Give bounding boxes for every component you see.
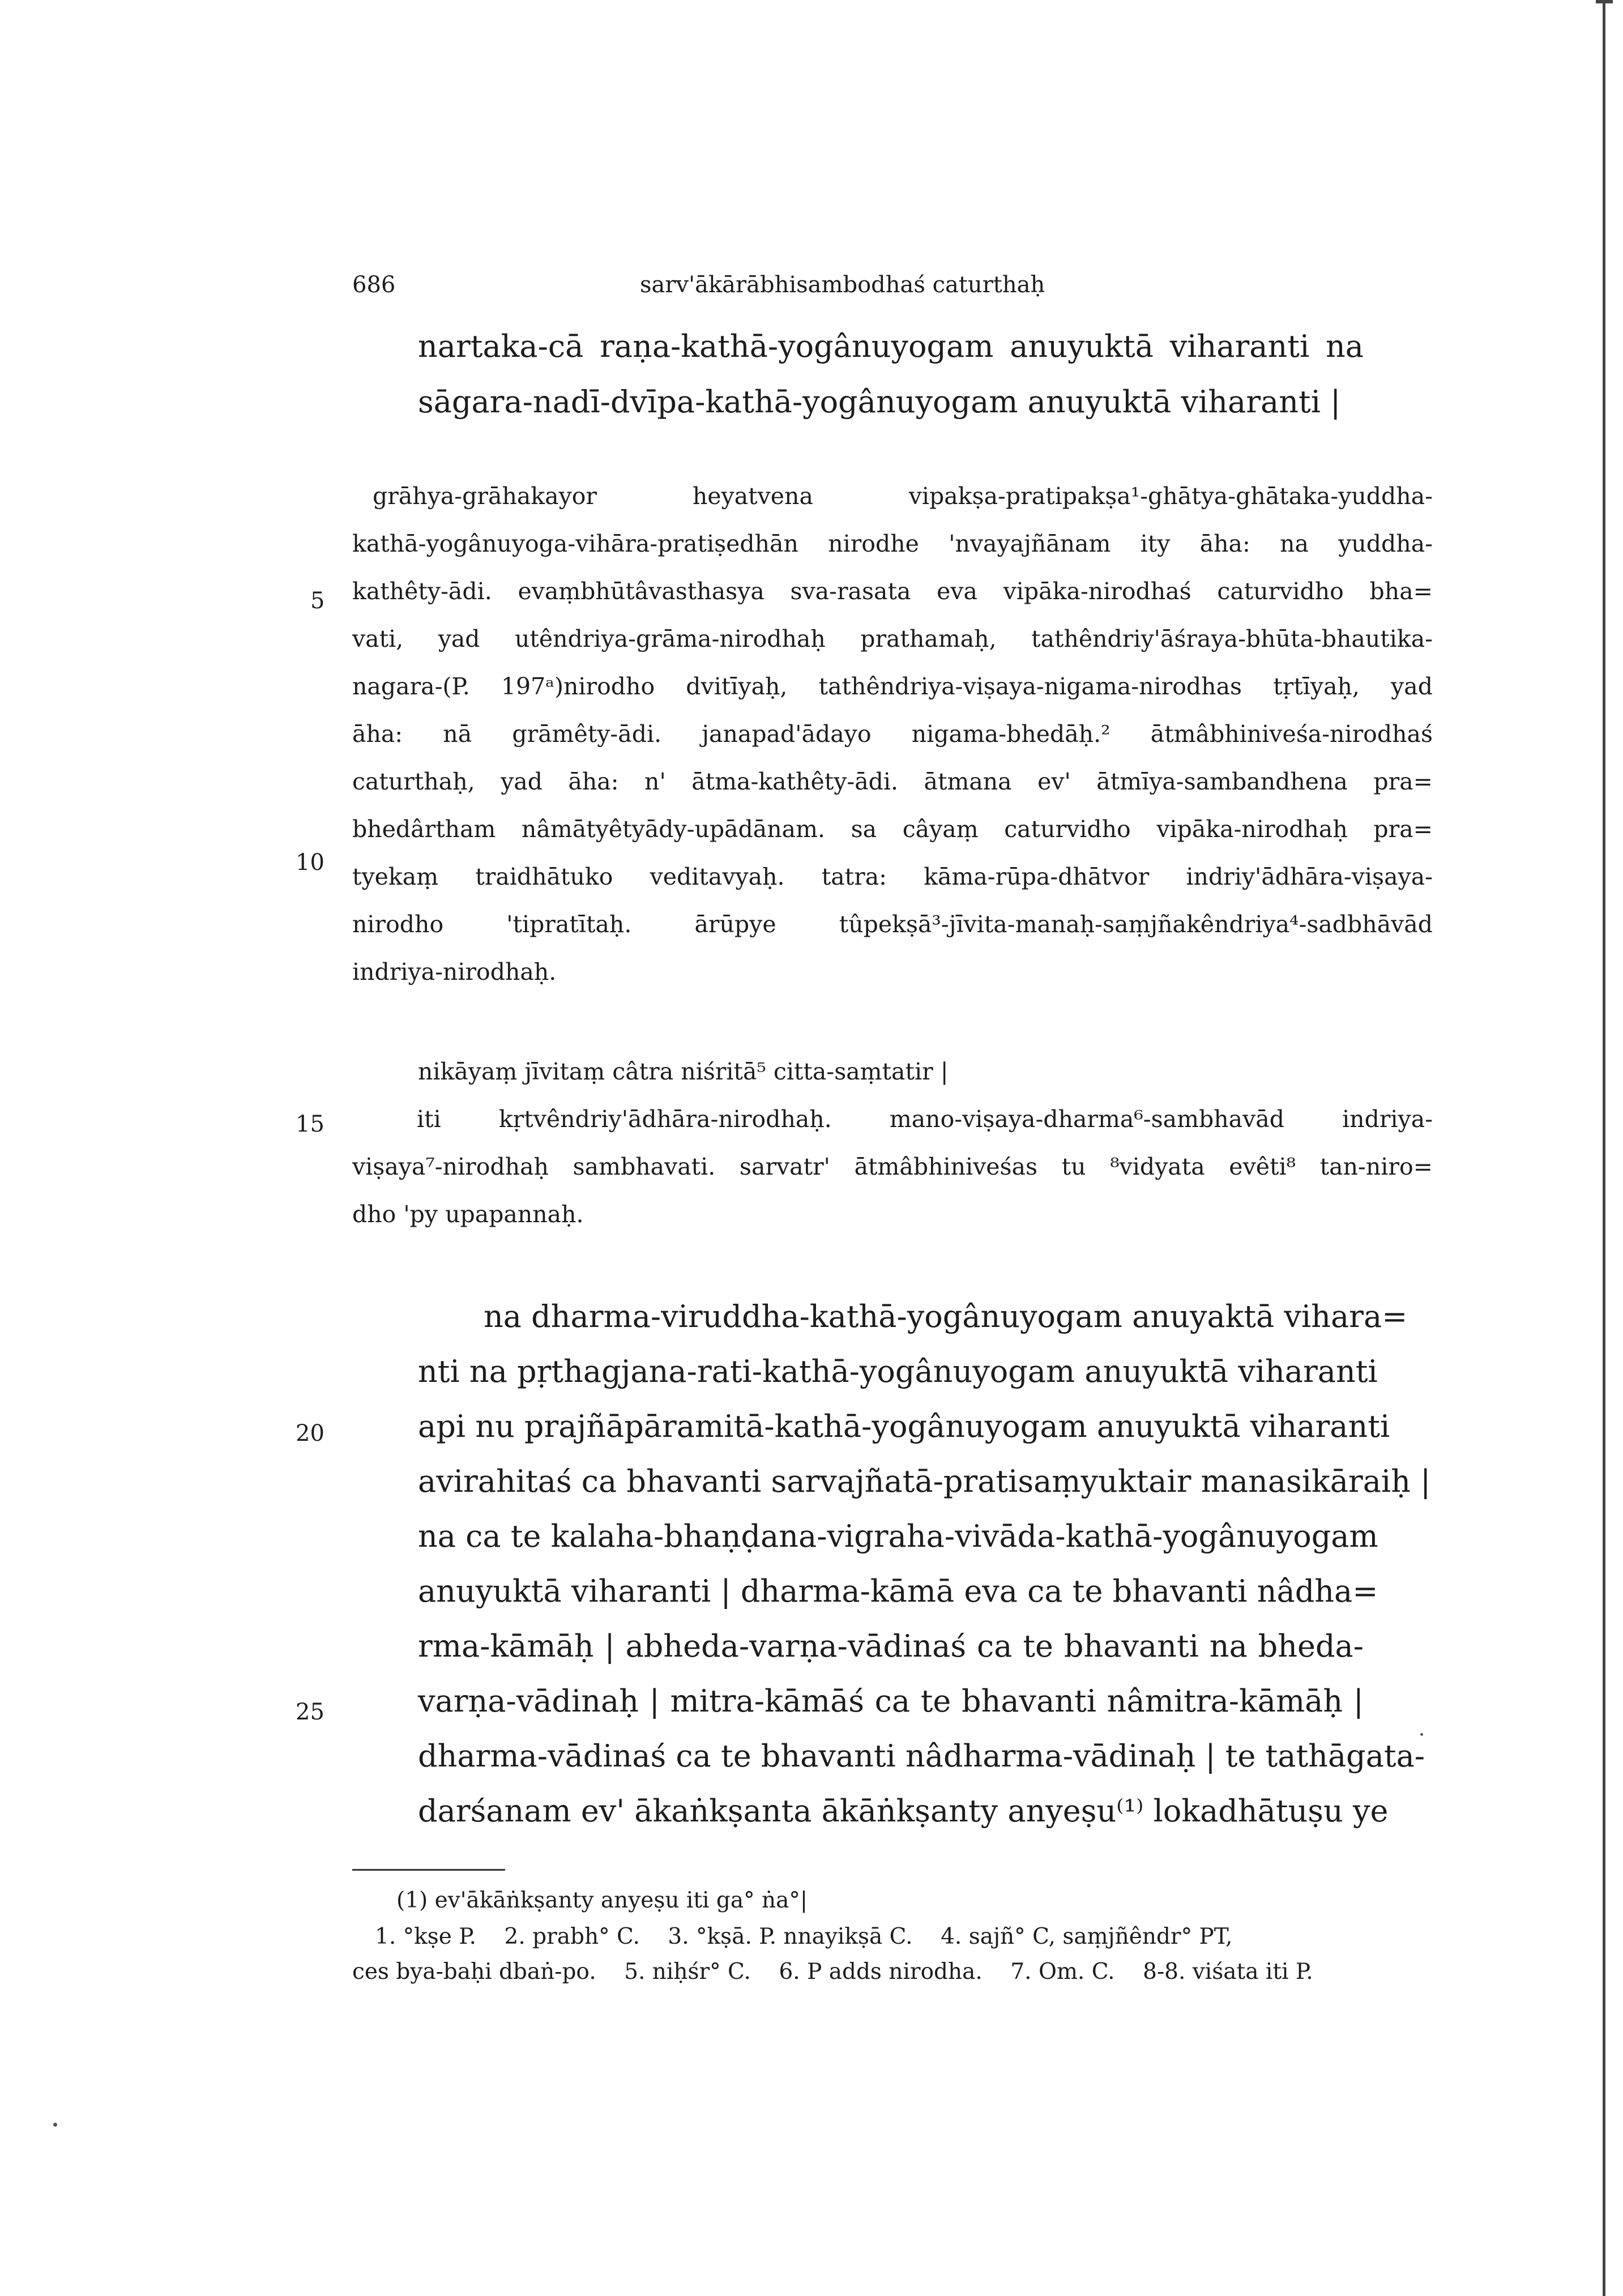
sutra-block-1: [418, 328, 1364, 442]
footnote-note1: (1) ev'ākāṅkṣanty anyeṣu iti ga° ṅa°|: [396, 1888, 808, 1913]
sutra-line: na ca te kalaha-bhaṇḍana-vigraha-vivāda-kathā-yogânuyogam: [418, 1518, 1378, 1554]
commentary-line: nagara-(P. 197ᵃ)nirodho dvitīyaḥ, tathêndriya-viṣaya-nigama-nirodhas tṛtīyaḥ, yad: [352, 673, 1433, 700]
commentary-line: indriya-nirodhaḥ.: [352, 958, 557, 985]
scan-speck: [1420, 1733, 1423, 1736]
sutra-line: na dharma-viruddha-kathā-yogânuyogam anuyaktā vihara=: [484, 1299, 1408, 1334]
commentary-line: bhedârtham nâmātyêtyādy-upādānam. sa câyaṃ caturvidho vipāka-nirodhaḥ pra=: [352, 816, 1433, 843]
line-number: 25: [296, 1699, 324, 1725]
commentary-line: dho 'py upapannaḥ.: [352, 1201, 584, 1228]
sutra-line: avirahitaś ca bhavanti sarvajñatā-pratisaṃyuktair manasikāraiḥ |: [418, 1463, 1431, 1499]
line-number: 10: [296, 850, 324, 876]
sutra-line: sāgara-nadī-dvīpa-kathā-yogânuyogam anuyuktā viharanti |: [418, 384, 1341, 420]
footnote-line: 1. °kṣe P. 2. prabh° C. 3. °kṣā. P. nnayikṣā C. 4. sajñ° C, saṃjñêndr° PT,: [375, 1924, 1233, 1949]
sutra-line: nti na pṛthagjana-rati-kathā-yogânuyogam anuyuktā viharanti: [418, 1354, 1378, 1389]
footnote-line: ces bya-baḥi dbaṅ-po. 5. niḥśr° C. 6. P adds nirodha. 7. Om. C. 8-8. viśata iti P.: [352, 1959, 1313, 1985]
sutra-line: anuyuktā viharanti | dharma-kāmā eva ca te bhavanti nâdha=: [418, 1573, 1378, 1609]
commentary-line: āha: nā grāmêty-ādi. janapad'ādayo nigama-bhedāḥ.² ātmâbhiniveśa-nirodhaś: [352, 720, 1433, 748]
page-edge-shadow: [1603, 0, 1605, 2296]
commentary-line: iti kṛtvêndriy'ādhāra-nirodhaḥ. mano-viṣaya-dharma⁶-sambhavād indriya-: [417, 1106, 1433, 1133]
commentary-line: nirodho 'tipratītaḥ. ārūpye tûpekṣā³-jīvita-manaḥ-saṃjñakêndriya⁴-sadbhāvād: [352, 911, 1433, 938]
sutra-line: darśanam ev' ākaṅkṣanta ākāṅkṣanty anyeṣu⁽¹⁾ lokadhātuṣu ye: [418, 1793, 1389, 1829]
sutra-line: nartaka-cā raṇa-kathā-yogânuyogam anuyuktā viharanti na: [418, 328, 1364, 364]
footnote-rule: [352, 1869, 505, 1871]
line-number: 5: [310, 588, 325, 614]
line-number: 15: [296, 1111, 324, 1137]
page-edge-corner: [1596, 0, 1613, 3]
sutra-line: rma-kāmāḥ | abheda-varṇa-vādinaś ca te bhavanti na bheda-: [418, 1628, 1364, 1664]
page-number: 686: [352, 272, 396, 298]
sutra-block-2: [418, 1299, 1431, 1851]
commentary-line: grāhya-grāhakayor heyatvena vipakṣa-pratipakṣa¹-ghātya-ghātaka-yuddha-: [373, 483, 1433, 510]
commentary-line: kathêty-ādi. evaṃbhūtâvasthasya sva-rasata eva vipāka-nirodhaś caturvidho bha=: [352, 578, 1433, 605]
commentary-line: vati, yad utêndriya-grāma-nirodhaḥ prathamaḥ, tathêndriy'āśraya-bhūta-bhautika-: [352, 625, 1433, 652]
commentary-line: caturthaḥ, yad āha: n' ātma-kathêty-ādi. ātmana ev' ātmīya-sambandhena pra=: [352, 768, 1433, 795]
commentary-block-2: [352, 1108, 1433, 1251]
commentary-line: tyekaṃ traidhātuko veditavyaḥ. tatra: kāma-rūpa-dhātvor indriy'ādhāra-viṣaya-: [352, 863, 1433, 890]
scan-speck: [53, 2123, 57, 2127]
verse-line: nikāyaṃ jīvitaṃ câtra niśritā⁵ citta-saṃtatir |: [418, 1058, 949, 1085]
commentary-block-1: [352, 485, 1433, 1008]
sutra-line: api nu prajñāpāramitā-kathā-yogânuyogam anuyuktā viharanti: [418, 1409, 1390, 1444]
line-number: 20: [296, 1420, 324, 1446]
commentary-line: viṣaya⁷-nirodhaḥ sambhavati. sarvatr' ātmâbhiniveśas tu ⁸vidyata evêti⁸ tan-niro=: [352, 1153, 1433, 1180]
running-title: sarv'ākārābhisambodhaś caturthaḥ: [640, 272, 1045, 298]
sutra-line: dharma-vādinaś ca te bhavanti nâdharma-vādinaḥ | te tathāgata-: [418, 1738, 1425, 1774]
commentary-line: kathā-yogânuyoga-vihāra-pratiṣedhān nirodhe 'nvayajñānam ity āha: na yuddha-: [352, 530, 1433, 557]
sutra-line: varṇa-vādinaḥ | mitra-kāmāś ca te bhavanti nâmitra-kāmāḥ |: [418, 1683, 1364, 1719]
